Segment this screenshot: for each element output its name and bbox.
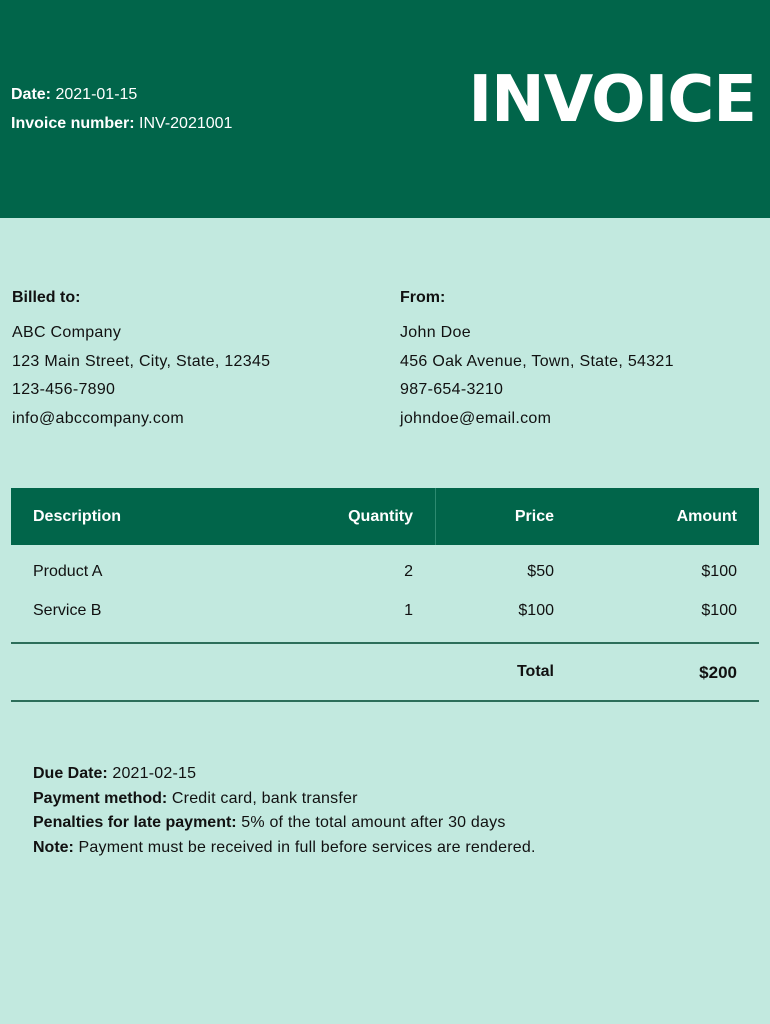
billed-to-phone: 123-456-7890 [12,381,116,399]
from-section [400,289,674,434]
row-quantity: 1 [404,602,413,619]
late-penalty-line [33,811,536,836]
invoice-number [11,115,232,133]
date-value: 2021-01-15 [55,86,138,103]
billed-to-company: ABC Company [12,324,122,341]
payment-method-line [33,787,536,812]
note-line [33,836,536,861]
line-items-table [11,488,759,682]
due-date-line [33,762,536,787]
billed-to-section [12,289,270,434]
due-date-value: 2021-02-15 [112,765,197,782]
billed-to-email: info@abccompany.com [12,410,184,428]
header-amount: Amount [676,508,737,525]
row-price: $100 [518,602,554,619]
table-body [11,563,759,661]
payment-method-label: Payment method: [33,789,168,807]
total-row [11,663,759,687]
row-amount: $100 [701,602,737,619]
header-description: Description [33,508,122,525]
invoice-number-value: INV-2021001 [139,115,233,132]
from-phone: 987-654-3210 [400,381,504,399]
row-amount: $100 [701,563,737,580]
row-price: $50 [527,563,554,580]
header-price: Price [514,508,554,525]
row-description: Service B [33,602,102,619]
table-row [11,602,759,641]
table-row [11,563,759,602]
header-divider [435,488,436,545]
header-quantity: Quantity [348,508,413,525]
total-label: Total [516,663,554,680]
date-label: Date: [11,86,52,103]
late-penalty-value: 5% of the total amount after 30 days [241,814,506,831]
invoice-date [11,86,137,104]
note-label: Note: [33,838,74,856]
billed-to-address: 123 Main Street, City, State, 12345 [12,352,271,370]
invoice-title: INVOICE [468,63,756,137]
row-description: Product A [33,563,103,580]
invoice-number-label: Invoice number: [11,115,135,132]
payment-method-value: Credit card, bank transfer [171,789,358,807]
from-label: From: [400,289,446,306]
total-bottom-divider [11,700,759,702]
from-name: John Doe [400,324,471,341]
row-quantity: 2 [404,563,413,580]
table-header [11,488,759,545]
total-top-divider [11,642,759,644]
due-date-label: Due Date: [33,765,108,782]
from-address: 456 Oak Avenue, Town, State, 54321 [400,352,674,370]
from-email: johndoe@email.com [400,410,552,428]
invoice-header [0,0,770,218]
billed-to-label: Billed to: [12,289,81,306]
total-value: $200 [699,663,737,682]
note-value: Payment must be received in full before services are rendered. [78,838,536,856]
late-penalty-label: Penalties for late payment: [33,814,237,831]
payment-terms [33,762,536,860]
